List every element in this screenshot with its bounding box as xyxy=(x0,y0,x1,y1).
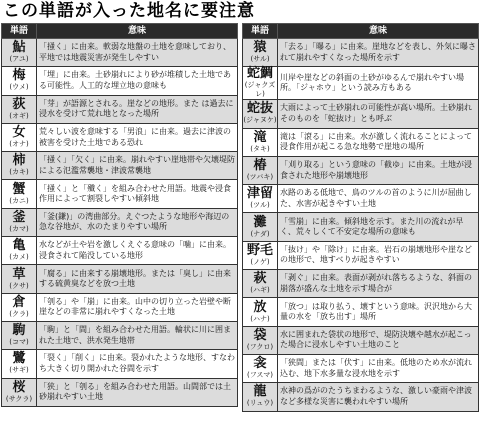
term-meaning: 「芽」が語源とされる。崖などの地形。また は過去に浸水を受けて荒れ地となった場所 xyxy=(39,98,234,119)
term-reading: (ジャクズレ) xyxy=(244,81,276,99)
term-reading: (ツル) xyxy=(250,201,270,210)
table-row xyxy=(243,241,479,269)
left-table-body xyxy=(2,39,238,407)
term-kanji: 萩 xyxy=(253,271,267,287)
term-reading: (リュウ) xyxy=(246,399,274,408)
left-term-table xyxy=(1,23,238,407)
term-meaning: 「剥ぐ」に由来。表面が剥がれ落ちるような、斜面の崩落が盛んな土地を示す場合が xyxy=(280,273,472,293)
meaning-cell xyxy=(37,208,238,236)
meaning-cell xyxy=(278,185,479,213)
meaning-cell xyxy=(37,123,238,151)
right-header-meaning: 意味 xyxy=(278,24,479,39)
word-cell xyxy=(2,321,37,349)
meaning-cell xyxy=(37,237,238,265)
term-meaning: 「刈り取る」という意味の「截ゆ」に由来。土地が浸食された地形や崩壊地形 xyxy=(280,160,472,180)
word-cell xyxy=(2,350,37,378)
term-reading: (アユ) xyxy=(9,55,29,64)
term-reading: (クラ) xyxy=(9,309,29,318)
term-meaning: 「掻く」と「殲く」を組み合わせた用語。地震や浸食作用によって割裂しやすい傾斜地 xyxy=(39,183,231,204)
table-row xyxy=(2,123,238,151)
term-reading: (フスマ) xyxy=(246,371,274,380)
term-reading: (サル) xyxy=(250,55,270,64)
table-row xyxy=(2,265,238,293)
meaning-cell xyxy=(278,298,479,326)
term-meaning: 大雨によって土砂崩れの可能性が高い場所。土砂崩れそのものを「蛇抜け」とも呼ぶ xyxy=(280,103,472,123)
table-row xyxy=(2,152,238,180)
table-row xyxy=(2,321,238,349)
word-cell xyxy=(243,241,278,269)
table-row xyxy=(243,354,479,382)
term-kanji: 蛇鯛 xyxy=(246,66,273,82)
term-reading: (ハナ) xyxy=(250,314,270,323)
word-cell xyxy=(2,39,37,67)
term-meaning: 水路のある低地で、鳥のツルの首のように川が屈曲した、水害が起きやすい土地 xyxy=(280,188,472,208)
word-cell xyxy=(2,378,37,406)
term-kanji: 桜 xyxy=(12,379,26,395)
meaning-cell xyxy=(278,326,479,354)
term-meaning: 「放つ」は取り払う、壊すという意味。沢沢地から大量の水を「放ち出す」場所 xyxy=(280,301,472,322)
table-row xyxy=(243,326,479,354)
term-kanji: 滝 xyxy=(253,129,267,145)
table-row xyxy=(2,237,238,265)
word-cell xyxy=(243,156,278,184)
table-row xyxy=(243,383,479,411)
term-kanji: 荻 xyxy=(12,96,26,112)
term-reading: (カニ) xyxy=(9,196,29,205)
term-meaning: 川岸や崖などの斜面の土砂がゆるんで崩れやすい場所。「ジャホウ」という読み方もある xyxy=(280,72,464,93)
term-meaning: 「抜け」や「除け」に由来。岩石の崩壊地形や崖などの地形で、地すべりが起きやすい xyxy=(280,244,472,265)
left-header-word: 単語 xyxy=(2,24,37,39)
term-meaning: 「掻く」「欠く」に由来。崩れやすい崖地帯や欠壊堤防による氾濫常襲地・津波常襲地 xyxy=(39,155,235,175)
term-reading: (カメ) xyxy=(9,253,29,262)
word-cell xyxy=(243,298,278,326)
meaning-cell xyxy=(278,241,479,269)
meaning-cell xyxy=(37,152,238,180)
word-cell xyxy=(243,354,278,382)
table-row xyxy=(243,156,479,184)
table-row xyxy=(2,293,238,321)
right-term-table xyxy=(242,23,479,412)
term-kanji: 蛇抜 xyxy=(246,101,273,117)
term-meaning: 「埋」に由来。土砂崩れにより砂が堆積した土地である可能性。人工的な埋立地の意味も xyxy=(39,70,231,90)
term-kanji: 釜 xyxy=(12,209,26,225)
term-meaning: 「駒」と「間」を組み合わせた用語。輪状に川に囲まれた土地で、洪水発生地帯 xyxy=(39,325,231,345)
term-kanji: 椿 xyxy=(253,158,267,174)
meaning-cell xyxy=(278,354,479,382)
word-cell xyxy=(243,100,278,128)
word-cell xyxy=(243,39,278,67)
term-reading: (サクラ) xyxy=(5,394,33,403)
term-kanji: 袋 xyxy=(253,327,267,343)
word-cell xyxy=(2,208,37,236)
meaning-cell xyxy=(278,270,479,298)
meaning-cell xyxy=(37,321,238,349)
meaning-cell xyxy=(37,95,238,123)
term-reading: (オナ) xyxy=(9,140,29,149)
table-row xyxy=(243,213,479,241)
term-meaning: 「去る」「曝る」に由来。崖地などを表し、外気に曝されて崩れやすくなった場所を示す xyxy=(280,42,476,62)
term-kanji: 駒 xyxy=(12,323,26,339)
word-cell xyxy=(2,180,37,208)
right-header-row xyxy=(243,24,479,39)
word-cell xyxy=(243,383,278,411)
term-kanji: 女 xyxy=(12,125,26,141)
meaning-cell xyxy=(278,128,479,156)
term-reading: (ナダ) xyxy=(250,229,270,238)
term-meaning: 「腐る」に由来する崩壊地形。または「臭し」に由来する硫黄臭などを放つ土地 xyxy=(39,268,231,289)
table-row xyxy=(243,185,479,213)
meaning-cell xyxy=(37,350,238,378)
term-meaning: 水などが土や岩を激しくえぐる意味の「噛」に由来。浸食されて陥没している地形 xyxy=(39,240,231,260)
page-title: この単語が入った地名に要注意 xyxy=(3,1,255,21)
meaning-cell xyxy=(37,180,238,208)
term-meaning: 「刳る」や「崩」に由来。山中の切り立った岩壁や断崖などの非常に崩れやすくなった土地 xyxy=(39,296,231,317)
term-meaning: 「掻く」に由来。軟弱な地盤の土地を意味しており、平地では地震災害が発生しやすい xyxy=(39,42,231,62)
table-row xyxy=(2,350,238,378)
word-cell xyxy=(243,128,278,156)
table-row xyxy=(2,378,238,406)
left-header-row xyxy=(2,24,238,39)
term-kanji: 龍 xyxy=(253,384,267,400)
table-row xyxy=(2,208,238,236)
term-kanji: 野毛 xyxy=(246,242,273,258)
term-meaning: 水神の爲がのたうちまわるような、激しい豪雨や津波など多様な災害に襲われやすい場所 xyxy=(280,386,472,406)
term-reading: (ハギ) xyxy=(250,286,270,295)
meaning-cell xyxy=(278,156,479,184)
word-cell xyxy=(243,67,278,100)
term-kanji: 梅 xyxy=(12,68,26,84)
meaning-cell xyxy=(278,213,479,241)
term-kanji: 鷺 xyxy=(12,351,26,367)
meaning-cell xyxy=(37,378,238,406)
meaning-cell xyxy=(37,67,238,95)
term-kanji: 猿 xyxy=(253,40,267,56)
term-reading: (ツバキ) xyxy=(246,173,274,182)
table-row xyxy=(243,39,479,67)
meaning-cell xyxy=(278,383,479,411)
word-cell xyxy=(2,152,37,180)
word-cell xyxy=(2,67,37,95)
term-kanji: 蟹 xyxy=(12,181,26,197)
term-meaning: 水に囲まれた袋状の地形で、堤防決壊や越水が起こった場合に浸水しやすい土地のこと xyxy=(280,329,472,350)
meaning-cell xyxy=(37,293,238,321)
table-row xyxy=(2,180,238,208)
table-row xyxy=(243,270,479,298)
term-reading: (ウメ) xyxy=(9,83,29,92)
term-meaning: 「釜(鎌)」の湾曲部分。えぐつたような地形や海辺の急な谷地が、水のたまりやすい場所 xyxy=(39,211,230,232)
term-reading: (ジャヌケ) xyxy=(243,116,277,125)
term-kanji: 草 xyxy=(12,266,26,282)
term-meaning: 「狭」と「刳る」を組み合わせた用語。山間部では土砂崩れやすい土地 xyxy=(39,381,231,402)
meaning-cell xyxy=(37,39,238,67)
word-cell xyxy=(2,265,37,293)
term-meaning: 「裂く」「削く」に由来。裂かれたような地形、すなわち大きく切り開かれた谷間を示す xyxy=(39,353,235,373)
term-reading: (サギ) xyxy=(9,366,29,375)
term-meaning: 「狭間」または「伏す」に由来。低地のため水が流れ込む、地下水多量な浸水地を示す xyxy=(280,358,472,378)
term-reading: (ノゲ) xyxy=(250,257,270,266)
term-kanji: 灘 xyxy=(253,214,267,230)
term-kanji: 柿 xyxy=(12,153,26,169)
table-row xyxy=(243,67,479,100)
term-kanji: 鮎 xyxy=(12,40,26,56)
right-table-body xyxy=(243,39,479,412)
term-meaning: 滝は「滾る」に由来。水が激しく流れることによって浸食作用が起こる急な地勢で崖地の場所 xyxy=(280,131,472,152)
term-kanji: 衾 xyxy=(253,356,267,372)
term-reading: (カマ) xyxy=(9,224,29,233)
word-cell xyxy=(2,123,37,151)
table-row xyxy=(243,298,479,326)
term-reading: (タキ) xyxy=(250,144,270,153)
table-row xyxy=(2,67,238,95)
table-row xyxy=(2,39,238,67)
word-cell xyxy=(243,213,278,241)
meaning-cell xyxy=(278,67,479,100)
term-kanji: 津留 xyxy=(246,186,273,202)
table-row xyxy=(2,95,238,123)
term-reading: (オギ) xyxy=(9,111,29,120)
term-meaning: 「雪崩」に由来。傾斜地を示す。また川の流れが早く、荒々しくて不安定な場所の意味も xyxy=(280,216,464,237)
term-meaning: 荒々しい波を意味する「男浪」に由来。過去に津波の被害を受けた土地である恐れ xyxy=(39,127,231,147)
table-row xyxy=(243,100,479,128)
word-cell xyxy=(2,95,37,123)
word-cell xyxy=(2,237,37,265)
table-row xyxy=(243,128,479,156)
right-header-word: 単語 xyxy=(243,24,278,39)
term-reading: (フクロ) xyxy=(246,342,274,351)
meaning-cell xyxy=(278,100,479,128)
term-kanji: 倉 xyxy=(12,294,26,310)
word-cell xyxy=(243,185,278,213)
term-reading: (カキ) xyxy=(9,168,29,177)
term-reading: (コマ) xyxy=(9,338,29,347)
meaning-cell xyxy=(37,265,238,293)
term-reading: (クサ) xyxy=(9,281,29,290)
word-cell xyxy=(243,270,278,298)
meaning-cell xyxy=(278,39,479,67)
left-header-meaning: 意味 xyxy=(37,24,238,39)
term-kanji: 亀 xyxy=(12,238,26,254)
word-cell xyxy=(243,326,278,354)
word-cell xyxy=(2,293,37,321)
term-kanji: 放 xyxy=(253,299,267,315)
